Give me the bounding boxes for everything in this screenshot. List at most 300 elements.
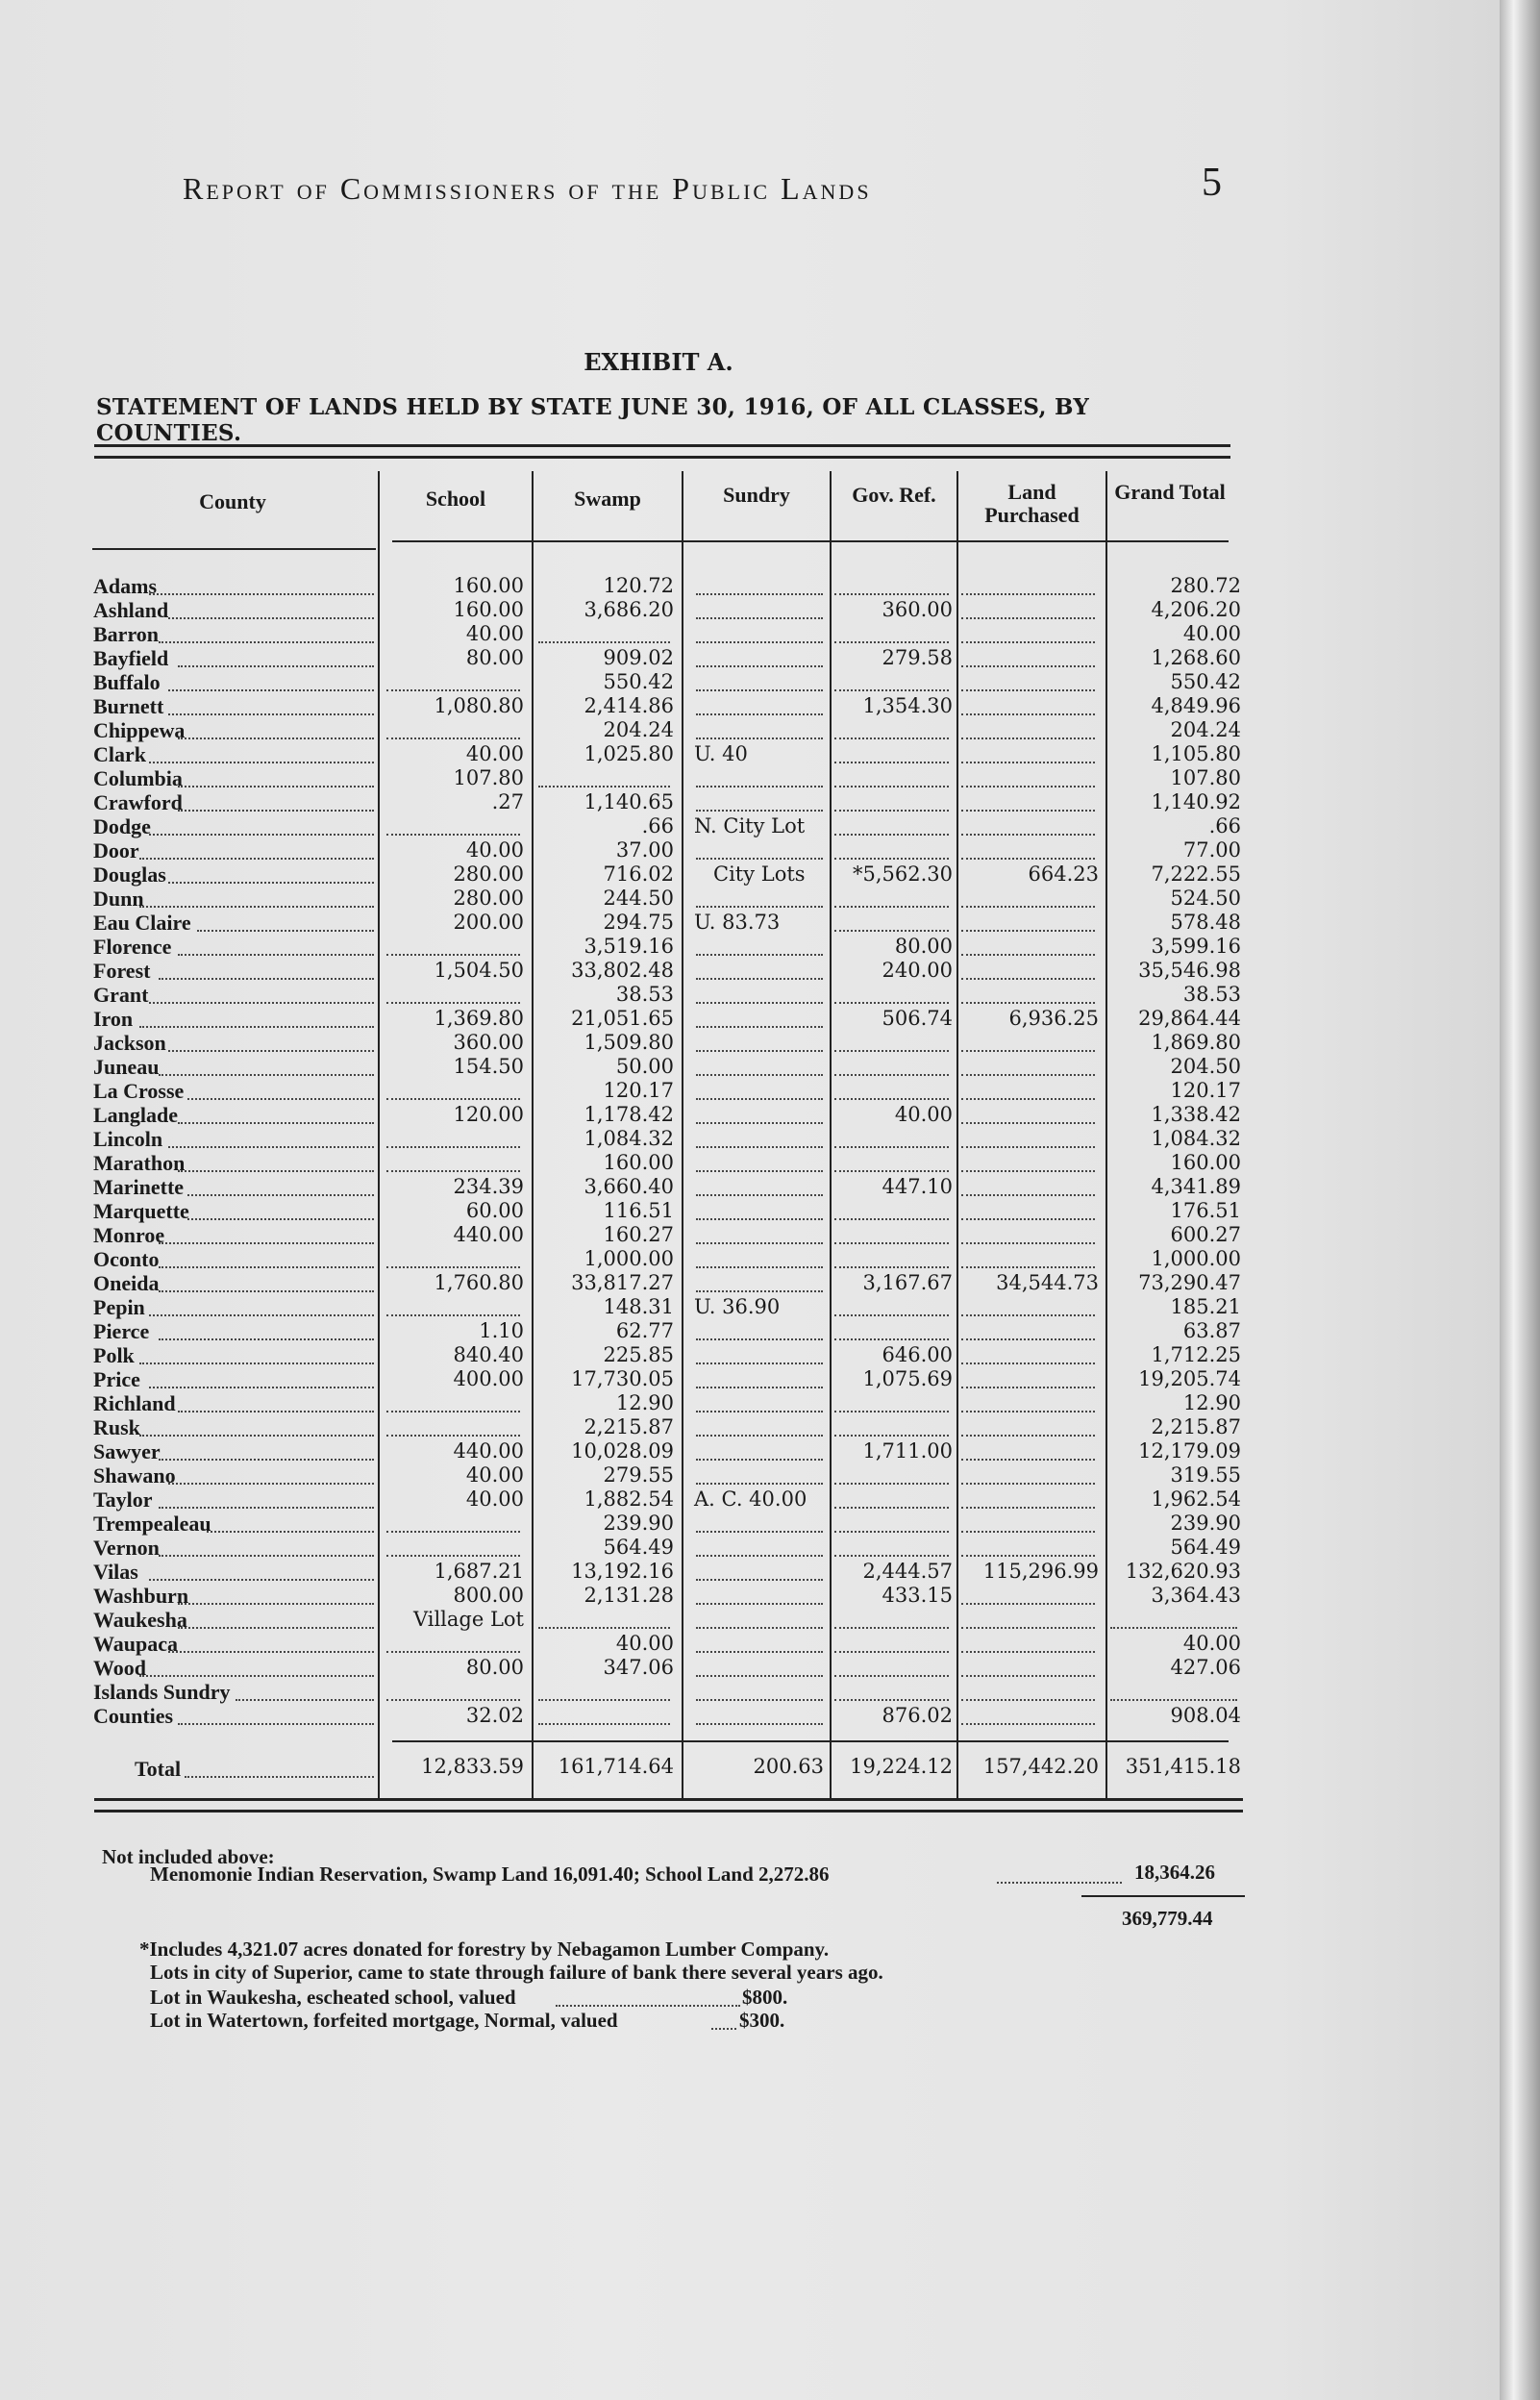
swamp-cell: 1,140.65: [584, 790, 674, 813]
empty-cell-dots: [961, 834, 1095, 836]
empty-cell-dots: [834, 1699, 949, 1701]
county-name: La Crosse: [93, 1079, 185, 1103]
gov-ref-cell: 1,711.00: [862, 1439, 953, 1462]
table-row: [0, 694, 1250, 718]
grand-total-cell: 564.49: [1170, 1536, 1241, 1559]
table-row: [0, 646, 1250, 670]
gov-ref-cell: 240.00: [882, 959, 953, 982]
empty-cell-dots: [696, 641, 823, 643]
gov-ref-cell: 1,075.69: [862, 1367, 953, 1390]
empty-cell-dots: [834, 1242, 949, 1244]
grand-total-cell: 12,179.09: [1138, 1439, 1241, 1462]
table-row: [0, 1656, 1250, 1680]
swamp-cell: 550.42: [603, 670, 674, 693]
empty-cell-dots: [386, 1699, 520, 1701]
empty-cell-dots: [834, 1146, 949, 1148]
swamp-cell: 716.02: [603, 862, 674, 886]
empty-cell-dots: [961, 1555, 1095, 1557]
grand-total-cell: 7,222.55: [1151, 862, 1241, 886]
table-row: [0, 1608, 1250, 1632]
footnote: Lot in Watertown, forfeited mortgage, Normal, valued: [150, 2009, 618, 2032]
school-cell: 1,369.80: [434, 1007, 524, 1030]
empty-cell-dots: [961, 713, 1095, 715]
grand-total-cell: 38.53: [1182, 983, 1241, 1006]
county-name: Barron: [93, 622, 160, 646]
swamp-cell: 10,028.09: [571, 1439, 674, 1462]
table-row: [0, 1584, 1250, 1608]
column-header-sundry: Sundry: [723, 483, 790, 507]
table-row: [0, 1103, 1250, 1127]
leader-dots: [168, 1050, 374, 1052]
county-name: Columbia: [93, 766, 183, 790]
empty-cell-dots: [538, 1723, 670, 1725]
grand-total-cell: 1,105.80: [1151, 742, 1241, 765]
grand-total-cell: 280.72: [1170, 574, 1241, 597]
empty-cell-dots: [696, 713, 823, 715]
empty-cell-dots: [696, 786, 823, 788]
grand-total-cell: 1,268.60: [1151, 646, 1241, 669]
empty-cell-dots: [386, 1098, 520, 1100]
empty-cell-dots: [696, 1362, 823, 1364]
grand-total-cell: 3,364.43: [1151, 1584, 1241, 1607]
sundry-cell: N. City Lot: [694, 814, 806, 838]
county-name: Ashland: [93, 598, 169, 622]
county-name: Sawyer: [93, 1439, 161, 1463]
empty-cell-dots: [834, 1507, 949, 1509]
footnote: *Includes 4,321.07 acres donated for forestry by Nebagamon Lumber Company.: [139, 1938, 830, 1961]
footnote: Lot in Waukesha, escheated school, valued: [150, 1986, 516, 2009]
leader-dots: [168, 1651, 374, 1653]
grand-total-cell: 120.17: [1170, 1079, 1241, 1102]
empty-cell-dots: [961, 1435, 1095, 1437]
leader-dots: [178, 738, 374, 739]
empty-cell-dots: [696, 617, 823, 619]
county-name: Adams: [93, 574, 158, 598]
empty-cell-dots: [696, 1194, 823, 1196]
school-cell: 280.00: [453, 887, 524, 910]
empty-cell-dots: [1110, 1627, 1237, 1629]
empty-cell-dots: [696, 1651, 823, 1653]
leader-dots: [178, 954, 374, 956]
empty-cell-dots: [834, 1675, 949, 1677]
empty-cell-dots: [961, 1675, 1095, 1677]
gov-ref-cell: 1,354.30: [862, 694, 953, 717]
county-name: Bayfield: [93, 646, 169, 670]
empty-cell-dots: [834, 1555, 949, 1557]
empty-cell-dots: [961, 1338, 1095, 1340]
leader-dots: [149, 593, 374, 595]
empty-cell-dots: [834, 906, 949, 908]
county-name: Chippewa: [93, 718, 186, 742]
sundry-cell: U. 36.90: [694, 1295, 781, 1318]
total-land-purchased: 157,442.20: [982, 1755, 1099, 1778]
empty-cell-dots: [696, 954, 823, 956]
swamp-cell: 347.06: [603, 1656, 674, 1679]
leader-dots: [139, 906, 374, 908]
empty-cell-dots: [696, 1098, 823, 1100]
school-cell: 280.00: [453, 862, 524, 886]
total-grand-total: 351,415.18: [1125, 1755, 1241, 1778]
table-row: [0, 1175, 1250, 1199]
empty-cell-dots: [961, 810, 1095, 812]
footnote-leader-dots: [711, 2028, 736, 2030]
swamp-cell: 244.50: [603, 887, 674, 910]
grand-total-cell: 204.24: [1170, 718, 1241, 741]
school-cell: 1,760.80: [434, 1271, 524, 1294]
grand-total-cell: 40.00: [1182, 1632, 1241, 1655]
empty-cell-dots: [696, 906, 823, 908]
swamp-cell: 2,414.86: [584, 694, 674, 717]
empty-cell-dots: [834, 1098, 949, 1100]
leader-dots: [159, 978, 374, 980]
gov-ref-cell: 876.02: [882, 1704, 953, 1727]
school-cell: 80.00: [465, 1656, 524, 1679]
not-included-label: Not included above:: [102, 1845, 275, 1868]
leader-dots: [139, 858, 374, 860]
empty-cell-dots: [696, 858, 823, 860]
total-school: 12,833.59: [421, 1755, 524, 1778]
swamp-cell: 33,817.27: [571, 1271, 674, 1294]
swamp-cell: 33,802.48: [571, 959, 674, 982]
swamp-cell: 12.90: [615, 1391, 674, 1414]
leader-dots: [159, 1338, 374, 1340]
empty-cell-dots: [961, 1218, 1095, 1220]
sundry-cell: City Lots: [713, 862, 806, 886]
leader-dots: [168, 1146, 374, 1148]
totals-label: Total: [135, 1757, 182, 1781]
empty-cell-dots: [834, 1651, 949, 1653]
school-cell: 160.00: [453, 598, 524, 621]
county-name: Pepin: [93, 1295, 145, 1319]
swamp-cell: 239.90: [603, 1512, 674, 1535]
footnote-value: $800.: [742, 1986, 788, 2009]
swamp-cell: 1,178.42: [584, 1103, 674, 1126]
table-row: [0, 1031, 1250, 1055]
empty-cell-dots: [961, 906, 1095, 908]
empty-cell-dots: [696, 1002, 823, 1004]
total-gov-ref: 19,224.12: [850, 1755, 953, 1778]
leader-dots: [178, 786, 374, 788]
gov-ref-cell: 433.15: [882, 1584, 953, 1607]
grand-total-cell: 73,290.47: [1138, 1271, 1241, 1294]
leader-dots: [149, 834, 374, 836]
school-cell: 40.00: [465, 622, 524, 645]
empty-cell-dots: [696, 1218, 823, 1220]
swamp-cell: 148.31: [603, 1295, 674, 1318]
school-cell: 40.00: [465, 838, 524, 862]
gov-ref-cell: 2,444.57: [862, 1560, 953, 1583]
grand-total-cell: 2,215.87: [1151, 1415, 1241, 1438]
empty-cell-dots: [961, 1242, 1095, 1244]
empty-cell-dots: [961, 665, 1095, 667]
empty-cell-dots: [696, 1170, 823, 1172]
leader-dots: [187, 1218, 374, 1220]
leader-dots: [139, 1675, 374, 1677]
empty-cell-dots: [696, 1435, 823, 1437]
table-row: [0, 1632, 1250, 1656]
county-name: Eau Claire: [93, 911, 191, 935]
empty-cell-dots: [961, 1627, 1095, 1629]
empty-cell-dots: [1110, 1699, 1237, 1701]
grand-total-cell: 1,140.92: [1151, 790, 1241, 813]
empty-cell-dots: [538, 1627, 670, 1629]
grand-total-cell: 35,546.98: [1138, 959, 1241, 982]
empty-cell-dots: [834, 1170, 949, 1172]
leader-dots: [207, 1531, 374, 1533]
empty-cell-dots: [386, 1651, 520, 1653]
table-top-rule: [94, 444, 1230, 459]
empty-cell-dots: [961, 786, 1095, 788]
totals-rule: [392, 1740, 1229, 1742]
leader-dots: [178, 665, 374, 667]
leader-dots: [149, 762, 374, 763]
grand-total-cell: 185.21: [1170, 1295, 1241, 1318]
school-cell: 160.00: [453, 574, 524, 597]
table-row: [0, 1295, 1250, 1319]
table-row: [0, 718, 1250, 742]
header-underline-right: [392, 540, 1229, 542]
leader-dots: [159, 641, 374, 643]
gov-ref-cell: *5,562.30: [852, 862, 953, 886]
swamp-cell: 160.27: [603, 1223, 674, 1246]
empty-cell-dots: [961, 689, 1095, 691]
empty-cell-dots: [961, 1723, 1095, 1725]
land-purchased-cell: 115,296.99: [982, 1560, 1099, 1583]
swamp-cell: 120.17: [603, 1079, 674, 1102]
empty-cell-dots: [834, 1266, 949, 1268]
table-row: [0, 1079, 1250, 1103]
swamp-cell: 2,215.87: [584, 1415, 674, 1438]
county-name: Monroe: [93, 1223, 165, 1247]
swamp-cell: 1,000.00: [584, 1247, 674, 1270]
grand-total-cell: 63.87: [1182, 1319, 1241, 1342]
table-row: [0, 862, 1250, 887]
county-name: Islands Sundry: [93, 1680, 231, 1704]
school-cell: 60.00: [465, 1199, 524, 1222]
school-cell: 1,687.21: [434, 1560, 524, 1583]
grand-total-cell: 427.06: [1170, 1656, 1241, 1679]
empty-cell-dots: [961, 1194, 1095, 1196]
empty-cell-dots: [696, 1555, 823, 1557]
empty-cell-dots: [961, 738, 1095, 739]
empty-cell-dots: [961, 930, 1095, 932]
empty-cell-dots: [696, 810, 823, 812]
empty-cell-dots: [961, 1387, 1095, 1388]
grand-total-cell: 12.90: [1182, 1391, 1241, 1414]
grand-total-cell: 3,599.16: [1151, 935, 1241, 958]
empty-cell-dots: [696, 1627, 823, 1629]
empty-cell-dots: [696, 1723, 823, 1725]
grand-total-cell: 1,712.25: [1151, 1343, 1241, 1366]
swamp-cell: 1,882.54: [584, 1488, 674, 1511]
table-row: [0, 1247, 1250, 1271]
school-cell: Village Lot: [412, 1608, 524, 1631]
leader-dots: [159, 1290, 374, 1292]
total-sundry: 200.63: [753, 1755, 824, 1778]
swamp-cell: 564.49: [603, 1536, 674, 1559]
empty-cell-dots: [696, 1074, 823, 1076]
table-row: [0, 1319, 1250, 1343]
swamp-cell: 160.00: [603, 1151, 674, 1174]
empty-cell-dots: [696, 1675, 823, 1677]
county-name: Florence: [93, 935, 172, 959]
school-cell: 40.00: [465, 742, 524, 765]
county-name: Crawford: [93, 790, 183, 814]
leader-dots: [139, 1362, 374, 1364]
leader-dots: [149, 1002, 374, 1004]
table-row: [0, 1055, 1250, 1079]
school-cell: 107.80: [453, 766, 524, 789]
leader-dots: [178, 1170, 374, 1172]
table-row: [0, 766, 1250, 790]
grand-total-cell: 1,962.54: [1151, 1488, 1241, 1511]
empty-cell-dots: [961, 593, 1095, 595]
grand-total-cell: 107.80: [1170, 766, 1241, 789]
table-row: [0, 983, 1250, 1007]
swamp-cell: 37.00: [615, 838, 674, 862]
empty-cell-dots: [386, 738, 520, 739]
swamp-cell: 17,730.05: [571, 1367, 674, 1390]
empty-cell-dots: [696, 1483, 823, 1485]
county-name: Counties: [93, 1704, 174, 1728]
leader-dots: [178, 1723, 374, 1725]
grand-total-cell: 1,869.80: [1151, 1031, 1241, 1054]
empty-cell-dots: [961, 858, 1095, 860]
swamp-cell: 13,192.16: [571, 1560, 674, 1583]
table-row: [0, 1680, 1250, 1704]
gov-ref-cell: 40.00: [894, 1103, 953, 1126]
empty-cell-dots: [834, 786, 949, 788]
table-row: [0, 670, 1250, 694]
swamp-cell: 909.02: [603, 646, 674, 669]
swamp-cell: 225.85: [603, 1343, 674, 1366]
column-header-swamp: Swamp: [574, 487, 641, 511]
county-name: Langlade: [93, 1103, 179, 1127]
leader-dots: [159, 1459, 374, 1461]
empty-cell-dots: [961, 1651, 1095, 1653]
exhibit-title: EXHIBIT A.: [584, 348, 733, 376]
swamp-cell: 2,131.28: [584, 1584, 674, 1607]
county-name: Forest: [93, 959, 151, 983]
page-edge: [1500, 0, 1540, 2400]
empty-cell-dots: [696, 1026, 823, 1028]
empty-cell-dots: [386, 1435, 520, 1437]
empty-cell-dots: [386, 1411, 520, 1412]
empty-cell-dots: [961, 1699, 1095, 1701]
leader-dots: [149, 1387, 374, 1388]
leader-dots: [197, 930, 374, 932]
empty-cell-dots: [834, 1218, 949, 1220]
table-row: [0, 1007, 1250, 1031]
leader-dots: [168, 882, 374, 884]
swamp-cell: 40.00: [615, 1632, 674, 1655]
land-purchased-cell: 34,544.73: [996, 1271, 1099, 1294]
county-name: Clark: [93, 742, 146, 766]
land-purchased-cell: 664.23: [1028, 862, 1099, 886]
school-cell: 120.00: [453, 1103, 524, 1126]
empty-cell-dots: [696, 1531, 823, 1533]
header-underline: [92, 548, 376, 550]
empty-cell-dots: [961, 978, 1095, 980]
sundry-cell: A. C. 40.00: [694, 1488, 807, 1511]
empty-cell-dots: [961, 641, 1095, 643]
sum-rule: [1081, 1895, 1245, 1897]
county-name: Buffalo: [93, 670, 161, 694]
school-cell: .27: [491, 790, 524, 813]
table-row: [0, 887, 1250, 911]
empty-cell-dots: [386, 1002, 520, 1004]
county-name: Oneida: [93, 1271, 160, 1295]
leader-dots: [159, 1074, 374, 1076]
swamp-cell: 3,660.40: [584, 1175, 674, 1198]
leader-dots: [159, 1507, 374, 1509]
swamp-cell: 294.75: [603, 911, 674, 934]
empty-cell-dots: [386, 834, 520, 836]
empty-cell-dots: [961, 1362, 1095, 1364]
leader-dots: [168, 617, 374, 619]
column-header-grand-total: Grand Total: [1114, 480, 1226, 504]
gov-ref-cell: 279.58: [882, 646, 953, 669]
leader-dots: [139, 1026, 374, 1028]
table-row: [0, 1536, 1250, 1560]
empty-cell-dots: [961, 1459, 1095, 1461]
grand-total-cell: 578.48: [1170, 911, 1241, 934]
empty-cell-dots: [696, 1122, 823, 1124]
leader-dots: [178, 1122, 374, 1124]
table-row: [0, 790, 1250, 814]
empty-cell-dots: [961, 1002, 1095, 1004]
empty-cell-dots: [961, 1146, 1095, 1148]
grand-total-cell: 1,338.42: [1151, 1103, 1241, 1126]
empty-cell-dots: [961, 1483, 1095, 1485]
leader-dots: [187, 1194, 374, 1196]
empty-cell-dots: [834, 858, 949, 860]
table-row: [0, 1439, 1250, 1463]
table-row: [0, 1463, 1250, 1488]
empty-cell-dots: [834, 1627, 949, 1629]
swamp-cell: 1,084.32: [584, 1127, 674, 1150]
swamp-cell: 3,686.20: [584, 598, 674, 621]
school-cell: 32.02: [465, 1704, 524, 1727]
county-name: Price: [93, 1367, 140, 1391]
empty-cell-dots: [834, 1483, 949, 1485]
leader-dots: [168, 1483, 374, 1485]
county-name: Lincoln: [93, 1127, 163, 1151]
county-name: Washburn: [93, 1584, 189, 1608]
grand-total-cell: .66: [1208, 814, 1241, 838]
county-name: Marathon: [93, 1151, 186, 1175]
table-row: [0, 1391, 1250, 1415]
table-row: [0, 1560, 1250, 1584]
grand-total-cell: 77.00: [1182, 838, 1241, 862]
gov-ref-cell: 3,167.67: [862, 1271, 953, 1294]
leader-dots: [178, 810, 374, 812]
empty-cell-dots: [834, 689, 949, 691]
county-name: Waukesha: [93, 1608, 187, 1632]
table-row: [0, 1488, 1250, 1512]
table-row: [0, 1343, 1250, 1367]
empty-cell-dots: [961, 1603, 1095, 1605]
table-row: [0, 622, 1250, 646]
table-row: [0, 911, 1250, 935]
grand-total-cell: 4,206.20: [1151, 598, 1241, 621]
grand-total-cell: 908.04: [1170, 1704, 1241, 1727]
empty-cell-dots: [696, 1459, 823, 1461]
county-name: Oconto: [93, 1247, 160, 1271]
swamp-cell: 120.72: [603, 574, 674, 597]
empty-cell-dots: [961, 1266, 1095, 1268]
empty-cell-dots: [961, 1074, 1095, 1076]
